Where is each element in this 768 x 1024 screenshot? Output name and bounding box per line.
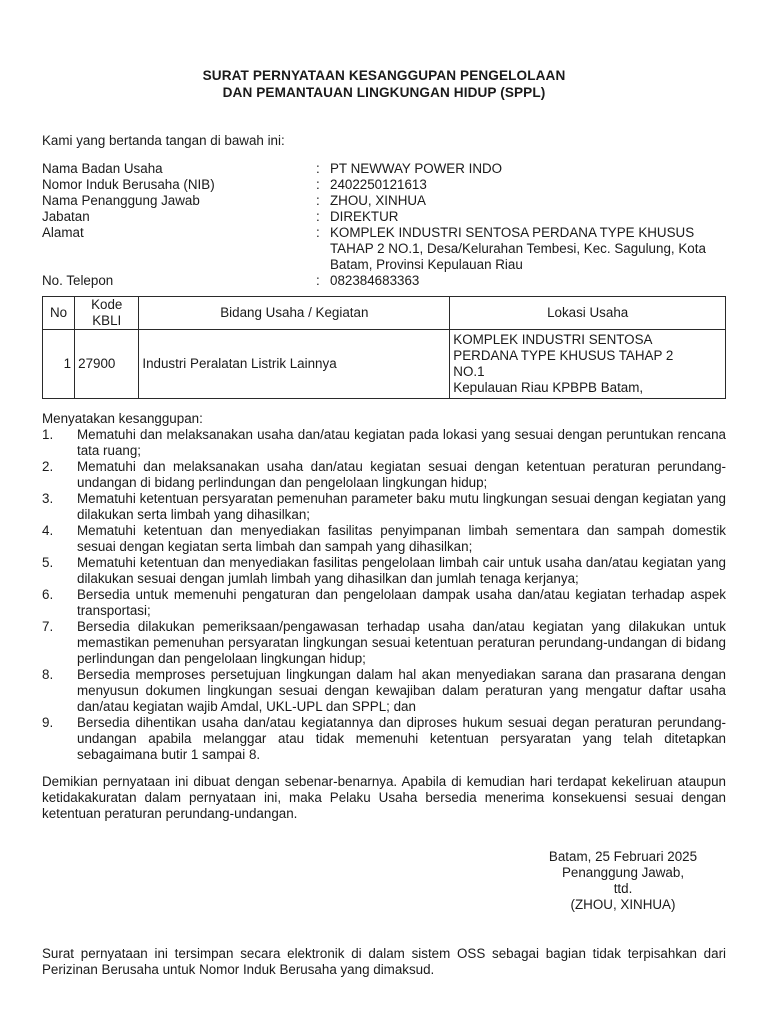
list-item: [42, 667, 726, 715]
kbli-table: [42, 296, 726, 399]
lokasi-line: PERDANA TYPE KHUSUS TAHAP 2: [453, 348, 674, 363]
list-item-number: 6.: [42, 587, 54, 602]
info-value: PT NEWWAY POWER INDO: [330, 161, 503, 176]
info-value: DIREKTUR: [330, 209, 399, 224]
signature-block: [520, 849, 726, 913]
list-item-number: 7.: [42, 619, 54, 634]
info-label: No. Telepon: [42, 273, 114, 288]
intro-text: Kami yang bertanda tangan di bawah ini:: [42, 133, 285, 148]
list-item-text: Mematuhi ketentuan dan menyediakan fasilitas penyimpanan limbah sementara dan sampah domestik sesuai dengan kegiatan serta limbah dan sampah yang dihasilkan;: [77, 523, 726, 554]
info-value: 082384683363: [330, 273, 420, 288]
info-colon: :: [316, 161, 320, 176]
cell-kode-kbli: 27900: [75, 330, 139, 399]
info-label: Nomor Induk Berusaha (NIB): [42, 177, 215, 192]
list-item: [42, 459, 726, 491]
info-label: Nama Badan Usaha: [42, 161, 163, 176]
info-colon: :: [316, 193, 320, 208]
header-no: No: [43, 297, 75, 330]
signature-role: Penanggung Jawab,: [561, 865, 685, 880]
header-kbli-line: KBLI: [92, 313, 122, 328]
info-row-company-name: [42, 161, 732, 177]
list-item-text: Bersedia dihentikan usaha dan/atau kegiatannya dan diproses hukum sesuai degan peraturan perundang-undangan apabila melanggar atau tidak memenuhi ketentuan persyaratan yang telah ditetapkan sebagaimana butir 1 sampai 8.: [77, 715, 726, 762]
list-item: [42, 523, 726, 555]
info-row-responsible-person: [42, 193, 732, 209]
list-item: [42, 715, 726, 763]
info-colon: :: [316, 273, 320, 288]
list-item-text: Mematuhi ketentuan persyaratan pemenuhan parameter baku mutu lingkungan sesuai dengan kegiatan yang dilakukan serta limbah yang dihasilkan;: [77, 491, 726, 522]
list-item-text: Bersedia untuk memenuhi pengaturan dan pengelolaan dampak usaha dan/atau kegiatan terhadap aspek transportasi;: [77, 587, 726, 618]
table-header-row: [43, 297, 726, 330]
cell-bidang-usaha: Industri Peralatan Listrik Lainnya: [139, 330, 450, 399]
title-line-1: SURAT PERNYATAAN KESANGGUPAN PENGELOLAAN: [202, 68, 566, 83]
document-title: [0, 67, 768, 101]
header-lokasi-usaha: Lokasi Usaha: [450, 297, 726, 330]
list-item: [42, 619, 726, 667]
info-colon: :: [316, 177, 320, 192]
info-row-address: [42, 225, 732, 273]
commitments-section: [42, 411, 726, 763]
list-item-text: Bersedia dilakukan pemeriksaan/pengawasan terhadap usaha dan/atau kegiatan yang dilakukan untuk memastikan pemenuhan persyaratan lingkungan sesuai ketentuan peraturan perundang-undangan di bidang perlindungan dan pengelolaan lingkungan hidup;: [77, 619, 726, 666]
signature-name: (ZHOU, XINHUA): [570, 897, 676, 912]
footer-note: Surat pernyataan ini tersimpan secara elektronik di dalam sistem OSS sebagai bagian tidak terpisahkan dari Perizinan Berusaha untuk Nomor Induk Berusaha yang dimaksud.: [42, 946, 726, 977]
info-row-phone: [42, 273, 732, 289]
list-item-text: Mematuhi dan melaksanakan usaha dan/atau kegiatan pada lokasi yang sesuai dengan peruntukan rencana tata ruang;: [77, 427, 726, 458]
list-item: [42, 491, 726, 523]
table-row: [43, 330, 726, 399]
company-info: [42, 161, 732, 289]
signature-ttd: ttd.: [613, 881, 633, 896]
list-item-text: Mematuhi ketentuan dan menyediakan fasilitas pengelolaan limbah cair untuk usaha dan/atau kegiatan yang dilakukan sesuai dengan jumlah limbah yang dihasilkan dan jumlah tenaga kerjanya;: [77, 555, 726, 586]
list-item-number: 9.: [42, 715, 54, 730]
title-line-2: DAN PEMANTAUAN LINGKUNGAN HIDUP (SPPL): [222, 85, 546, 100]
header-bidang-usaha: Bidang Usaha / Kegiatan: [139, 297, 450, 330]
list-item: [42, 555, 726, 587]
cell-no: 1: [43, 330, 75, 399]
list-item-number: 8.: [42, 667, 54, 682]
list-item-number: 5.: [42, 555, 54, 570]
list-item: [42, 427, 726, 459]
list-item-number: 1.: [42, 427, 54, 442]
info-label: Nama Penanggung Jawab: [42, 193, 200, 208]
info-colon: :: [316, 209, 320, 224]
list-item-number: 2.: [42, 459, 54, 474]
cell-lokasi-usaha: [450, 330, 726, 399]
info-row-nib: [42, 177, 732, 193]
list-item-text: Mematuhi dan melaksanakan usaha dan/atau kegiatan sesuai dengan ketentuan peraturan perundang-undangan di bidang perlindungan dan pengelolaan lingkungan hidup;: [77, 459, 726, 490]
list-item-number: 3.: [42, 491, 54, 506]
info-label: Alamat: [42, 225, 84, 240]
header-kode-line: Kode: [91, 297, 123, 312]
lokasi-line: NO.1: [453, 364, 485, 379]
commitments-heading: Menyatakan kesanggupan:: [42, 411, 203, 426]
info-value: KOMPLEK INDUSTRI SENTOSA PERDANA TYPE KHUSUS TAHAP 2 NO.1, Desa/Kelurahan Tembesi, Kec. Sagulung, Kota Batam, Provinsi Kepulauan Riau: [330, 225, 706, 272]
closing-paragraph: Demikian pernyataan ini dibuat dengan sebenar-benarnya. Apabila di kemudian hari terdapat kekeliruan ataupun ketidakakuratan dalam pernyataan ini, maka Pelaku Usaha bersedia menerima konsekuensi sesuai dengan ketentuan peraturan perundang-undangan.: [42, 774, 726, 821]
list-item-number: 4.: [42, 523, 54, 538]
info-value: 2402250121613: [330, 177, 427, 192]
header-kode-kbli: [75, 297, 139, 330]
info-value: ZHOU, XINHUA: [330, 193, 426, 208]
list-item: [42, 587, 726, 619]
list-item-text: Bersedia memproses persetujuan lingkungan dalam hal akan menyediakan sarana dan prasarana dengan menyusun dokumen lingkungan sesuai dengan kewajiban dalam peraturan yang mengatur daftar usaha dan/atau kegiatan wajib Amdal, UKL-UPL dan SPPL; dan: [77, 667, 726, 714]
info-colon: :: [316, 225, 320, 240]
signature-place-date: Batam, 25 Februari 2025: [548, 849, 698, 864]
info-row-position: [42, 209, 732, 225]
lokasi-line: Kepulauan Riau KPBPB Batam,: [453, 380, 644, 395]
info-label: Jabatan: [42, 209, 90, 224]
lokasi-line: KOMPLEK INDUSTRI SENTOSA: [453, 332, 653, 347]
commitments-list: [42, 427, 726, 763]
